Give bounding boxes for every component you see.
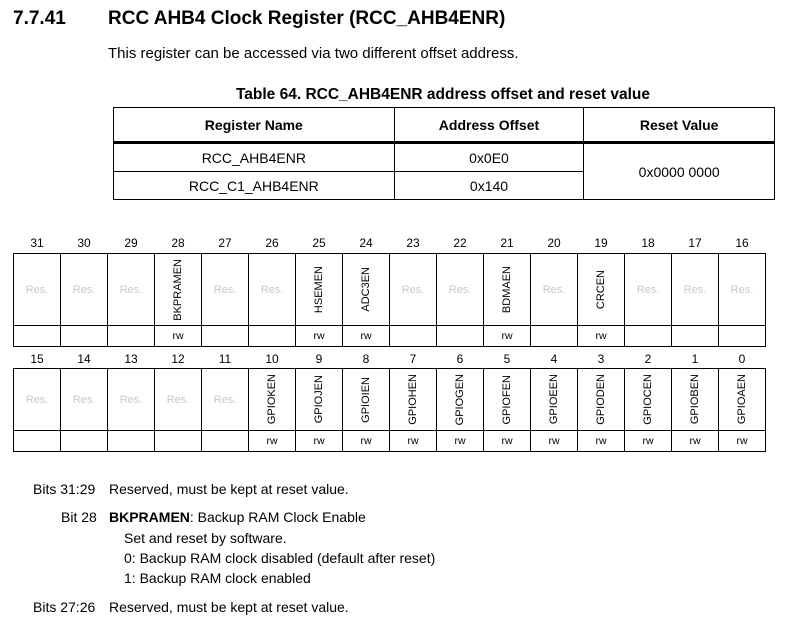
bit-number: 18 <box>641 236 655 250</box>
reserved-label: Res. <box>166 393 190 406</box>
bit-field-cell <box>530 368 578 431</box>
bit-number: 11 <box>218 352 232 366</box>
access-cell <box>436 325 484 347</box>
bit-field-name: GPIOAEN <box>736 374 748 425</box>
desc-bit-28-line2: 0: Backup RAM clock disabled (default after reset) <box>124 550 436 566</box>
bit-number: 1 <box>691 352 699 366</box>
bit-number: 15 <box>30 352 44 366</box>
address-offset-cell: 0x140 <box>394 172 584 200</box>
bit-field-cell <box>718 368 766 431</box>
bit-number: 14 <box>77 352 91 366</box>
bit-number: 7 <box>409 352 417 366</box>
desc-bits-27-26-label: Bits 27:26 <box>33 599 96 615</box>
bit-number: 9 <box>315 352 323 366</box>
reserved-bit-cell <box>624 253 672 326</box>
field-name: BKPRAMEN <box>109 509 190 525</box>
access-cell <box>13 325 61 347</box>
bit-field-cell <box>154 253 202 326</box>
bit-field-name: BDMAEN <box>501 265 513 314</box>
bit-field-cell <box>389 368 437 431</box>
bit-field-name: CRCEN <box>595 269 607 310</box>
reserved-bit-cell <box>13 253 61 326</box>
bit-number: 17 <box>688 236 702 250</box>
desc-bit-28-title <box>109 509 366 525</box>
header-address-offset: Address Offset <box>394 108 584 143</box>
bit-number: 31 <box>30 236 44 250</box>
access-cell: rw <box>342 325 390 347</box>
reserved-bit-cell <box>60 368 108 431</box>
access-cell: rw <box>483 325 531 347</box>
offset-table <box>113 107 775 200</box>
bit-number: 13 <box>124 352 138 366</box>
access-cell: rw <box>671 430 719 452</box>
reserved-label: Res. <box>730 283 754 296</box>
bit-field-name: GPIOHEN <box>407 374 419 425</box>
access-cell <box>154 430 202 452</box>
bit-number: 3 <box>597 352 605 366</box>
access-cell: rw <box>295 325 343 347</box>
reserved-bit-cell <box>60 253 108 326</box>
bit-field-name: BKPRAMEN <box>172 258 184 321</box>
section-intro: This register can be accessed via two different offset address. <box>108 45 519 62</box>
bit-number: 26 <box>265 236 279 250</box>
bit-number: 16 <box>735 236 749 250</box>
access-cell: rw <box>436 430 484 452</box>
bit-number: 21 <box>500 236 514 250</box>
reserved-label: Res. <box>119 393 143 406</box>
access-cell <box>389 325 437 347</box>
access-cell: rw <box>530 430 578 452</box>
access-cell: rw <box>154 325 202 347</box>
section-number: 7.7.41 <box>13 8 66 29</box>
bit-field-cell <box>342 253 390 326</box>
reserved-bit-cell <box>201 253 249 326</box>
bit-field-name: HSEMEN <box>313 265 325 314</box>
reserved-label: Res. <box>72 283 96 296</box>
bit-field-name: GPIOIEN <box>360 376 372 423</box>
bit-field-name: GPIOGEN <box>454 373 466 426</box>
bit-number: 12 <box>171 352 185 366</box>
access-cell: rw <box>577 325 625 347</box>
register-name-cell: RCC_C1_AHB4ENR <box>114 172 395 200</box>
reserved-bit-cell <box>13 368 61 431</box>
bit-field-cell <box>295 253 343 326</box>
reserved-label: Res. <box>401 283 425 296</box>
register-name-cell: RCC_AHB4ENR <box>114 143 395 172</box>
bit-field-name: GPIOJEN <box>313 375 325 424</box>
desc-bit-28-line1: Set and reset by software. <box>124 530 287 546</box>
access-cell <box>201 430 249 452</box>
reserved-label: Res. <box>448 283 472 296</box>
reserved-bit-cell <box>107 368 155 431</box>
reserved-bit-cell <box>436 253 484 326</box>
table-header-row <box>114 108 775 143</box>
bit-field-name: GPIOBEN <box>689 374 701 425</box>
bit-number: 10 <box>265 352 279 366</box>
reserved-label: Res. <box>542 283 566 296</box>
access-cell: rw <box>718 430 766 452</box>
access-cell <box>201 325 249 347</box>
bit-number: 29 <box>124 236 138 250</box>
access-cell <box>530 325 578 347</box>
table-row <box>114 143 775 172</box>
access-cell <box>718 325 766 347</box>
header-reset-value: Reset Value <box>584 108 775 143</box>
table-caption: Table 64. RCC_AHB4ENR address offset and reset value <box>235 86 651 103</box>
bit-number: 6 <box>456 352 464 366</box>
reserved-bit-cell <box>718 253 766 326</box>
access-cell <box>624 325 672 347</box>
bit-number: 23 <box>406 236 420 250</box>
bit-field-cell <box>483 253 531 326</box>
reserved-bit-cell <box>201 368 249 431</box>
reserved-label: Res. <box>25 283 49 296</box>
bit-number: 0 <box>738 352 746 366</box>
bit-field-cell <box>624 368 672 431</box>
bit-number: 28 <box>171 236 185 250</box>
reserved-label: Res. <box>25 393 49 406</box>
desc-bits-31-29-label: Bits 31:29 <box>33 481 96 497</box>
reserved-bit-cell <box>530 253 578 326</box>
bit-number: 20 <box>547 236 561 250</box>
bit-field-name: GPIOCEN <box>642 374 654 425</box>
bit-number: 2 <box>644 352 652 366</box>
access-cell: rw <box>248 430 296 452</box>
desc-bit-28-label: Bit 28 <box>61 509 97 525</box>
reserved-label: Res. <box>213 283 237 296</box>
bit-field-name: ADC3EN <box>360 267 372 312</box>
bit-field-cell <box>436 368 484 431</box>
reserved-label: Res. <box>683 283 707 296</box>
bit-field-cell <box>342 368 390 431</box>
bit-field-cell <box>483 368 531 431</box>
access-cell: rw <box>577 430 625 452</box>
reserved-bit-cell <box>107 253 155 326</box>
reserved-label: Res. <box>119 283 143 296</box>
bit-number: 4 <box>550 352 558 366</box>
bit-number: 22 <box>453 236 467 250</box>
reserved-label: Res. <box>72 393 96 406</box>
access-cell <box>107 325 155 347</box>
access-cell: rw <box>342 430 390 452</box>
access-cell: rw <box>624 430 672 452</box>
bit-field-name: GPIOEEN <box>548 374 560 425</box>
bit-number: 19 <box>594 236 608 250</box>
reserved-bit-cell <box>248 253 296 326</box>
bit-number: 30 <box>77 236 91 250</box>
bit-field-name: GPIOFEN <box>501 374 513 425</box>
reserved-bit-cell <box>389 253 437 326</box>
access-cell <box>248 325 296 347</box>
desc-bits-31-29-text: Reserved, must be kept at reset value. <box>109 481 349 497</box>
bit-field-name: GPIODEN <box>595 374 607 425</box>
access-cell: rw <box>389 430 437 452</box>
bit-field-cell <box>248 368 296 431</box>
access-cell <box>60 430 108 452</box>
reserved-bit-cell <box>154 368 202 431</box>
desc-bit-28-line3: 1: Backup RAM clock enabled <box>124 570 311 586</box>
reserved-label: Res. <box>213 393 237 406</box>
access-cell <box>13 430 61 452</box>
desc-bits-27-26-text: Reserved, must be kept at reset value. <box>109 599 349 615</box>
reserved-label: Res. <box>636 283 660 296</box>
register-lower-half <box>13 368 780 454</box>
bit-number: 8 <box>362 352 370 366</box>
reserved-bit-cell <box>671 253 719 326</box>
bit-number: 25 <box>312 236 326 250</box>
field-description: : Backup RAM Clock Enable <box>189 509 366 525</box>
bit-field-cell <box>577 368 625 431</box>
access-cell <box>107 430 155 452</box>
access-cell <box>671 325 719 347</box>
address-offset-cell: 0x0E0 <box>394 143 584 172</box>
bit-number: 27 <box>218 236 232 250</box>
bit-field-cell <box>295 368 343 431</box>
bit-number: 24 <box>359 236 373 250</box>
header-register-name: Register Name <box>114 108 395 143</box>
reset-value-cell: 0x0000 0000 <box>584 143 775 200</box>
access-cell <box>60 325 108 347</box>
bit-field-cell <box>671 368 719 431</box>
access-cell: rw <box>483 430 531 452</box>
access-cell: rw <box>295 430 343 452</box>
bit-field-cell <box>577 253 625 326</box>
bit-number: 5 <box>503 352 511 366</box>
bit-field-name: GPIOKEN <box>266 374 278 425</box>
register-upper-half <box>13 253 780 349</box>
section-title: RCC AHB4 Clock Register (RCC_AHB4ENR) <box>108 8 506 29</box>
reserved-label: Res. <box>260 283 284 296</box>
